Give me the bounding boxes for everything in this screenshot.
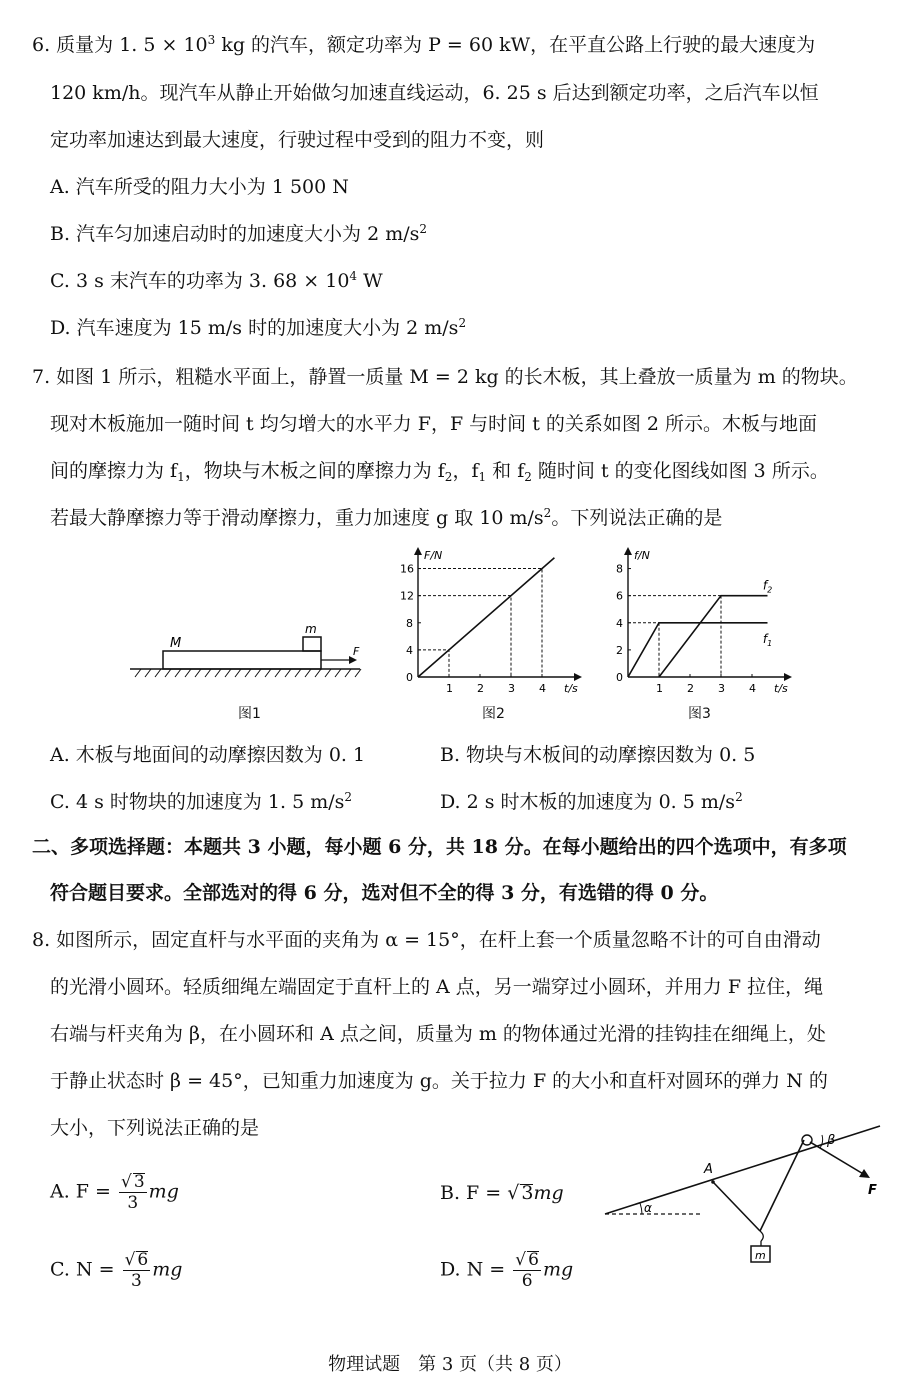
y-tick-label: 8	[406, 616, 413, 630]
series-label-f1: $f_1$	[762, 631, 773, 648]
q8-line1: 8. 如图所示，固定直杆与水平面的夹角为 α = 15°，在杆上套一个质量忽略不计的可自由滑动	[32, 929, 821, 951]
x-tick-label: 3	[718, 682, 725, 695]
series-line	[418, 558, 554, 677]
series-label-f2: $f_2$	[762, 578, 773, 595]
q8-option-b: B. F = √ 3mg	[440, 1182, 564, 1204]
y-axis-arrow	[414, 547, 422, 555]
figure-3-chart	[600, 545, 800, 695]
q6-line1: 6. 质量为 1. $5 \times 10^3$ kg 的汽车，额定功率为 P = 60 kW，在平直公路上行驶的最大速度为	[32, 33, 816, 56]
rope-left	[713, 1182, 760, 1231]
figure-1-caption: 图1	[238, 706, 261, 722]
y-axis-label: f/N	[634, 549, 650, 562]
force-arrowhead	[859, 1169, 870, 1178]
y-tick-label: 2	[616, 643, 623, 657]
section-2-header: 二、多项选择题：本题共 3 小题，每小题 6 分，共 18 分。在每小题给出的四个选项中，有多项	[32, 836, 847, 858]
q8-line4: 于静止状态时 β = 45°，已知重力加速度为 g。关于拉力 F 的大小和直杆对圆环的弹力 N 的	[50, 1070, 828, 1092]
label-A: A	[704, 1162, 713, 1177]
q6-option-c: C. 3 s 末汽车的功率为 3. $68 \times 10^4$ W	[50, 269, 383, 292]
figure-2-caption: 图2	[482, 706, 505, 722]
origin-label: 0	[406, 671, 413, 684]
x-axis-arrow	[574, 673, 582, 681]
label-m: m	[755, 1249, 766, 1262]
x-tick-label: 3	[508, 682, 515, 695]
y-tick-label: 6	[616, 589, 623, 603]
q8-line2: 的光滑小圆环。轻质细绳左端固定于直杆上的 A 点，另一端穿过小圆环，并用力 F 拉住，绳	[50, 976, 824, 998]
x-axis-label: t/s	[774, 682, 788, 695]
label-F: F	[868, 1183, 877, 1198]
q7-option-b: B. 物块与木板间的动摩擦因数为 0. 5	[440, 744, 756, 766]
y-tick-label: 4	[406, 643, 413, 657]
q7-line4: 若最大静摩擦力等于滑动摩擦力，重力加速度 g 取 10 $m/s^2$。下列说法正确的是	[50, 506, 723, 529]
series-line-f2	[659, 596, 768, 677]
q6-line2: 120 km/h。现汽车从静止开始做匀加速直线运动，6. 25 s 后达到额定功率，之后汽车以恒	[50, 82, 819, 104]
x-tick-label: 2	[687, 682, 694, 695]
label-beta: β	[827, 1133, 836, 1148]
y-tick-label: 16	[400, 562, 414, 576]
series-line-f1	[628, 623, 768, 677]
rope-pull	[810, 1142, 865, 1175]
q6-option-b: B. 汽车匀加速启动时的加速度大小为 2 $m/s^2$	[50, 222, 428, 245]
x-axis-arrow	[784, 673, 792, 681]
q6-option-a: A. 汽车所受的阻力大小为 1 500 N	[50, 176, 349, 198]
hook	[760, 1231, 763, 1241]
q6-line3: 定功率加速达到最大速度，行驶过程中受到的阻力不变，则	[50, 129, 545, 151]
x-tick-label: 4	[539, 682, 546, 695]
q8-option-c: C. N = $\frac{√ 6}{3}$ mg	[50, 1250, 183, 1291]
y-axis-arrow	[624, 547, 632, 555]
figure-1-board-diagram	[125, 615, 370, 690]
y-tick-label: 8	[616, 562, 623, 576]
label-F: F	[353, 645, 360, 658]
q7-option-a: A. 木板与地面间的动摩擦因数为 0. 1	[50, 744, 366, 766]
q6-option-d: D. 汽车速度为 15 m/s 时的加速度大小为 2 $m/s^2$	[50, 316, 467, 339]
board	[163, 651, 321, 669]
figure-3-caption: 图3	[688, 706, 711, 722]
label-m: m	[305, 622, 317, 636]
x-tick-label: 2	[477, 682, 484, 695]
q8-line5: 大小，下列说法正确的是	[50, 1117, 260, 1139]
q7-option-d: D. 2 s 时木板的加速度为 0. 5 $m/s^2$	[440, 790, 743, 813]
rope-right	[760, 1140, 804, 1231]
q8-option-a: A. F = $\frac{√ 3}{3}$ mg	[50, 1172, 179, 1213]
y-tick-label: 12	[400, 589, 414, 603]
q7-line1: 7. 如图 1 所示，粗糙水平面上，静置一质量 M = 2 kg 的长木板，其上叠放一质量为 m 的物块。	[32, 366, 858, 388]
block	[303, 637, 321, 651]
x-tick-label: 1	[656, 682, 663, 695]
figure-q8-rod-diagram	[600, 1100, 890, 1280]
q7-line3: 间的摩擦力为 $f_1$，物块与木板之间的摩擦力为 $f_2$，$f_1$ 和 $f_2$ 随时间 t 的变化图线如图 3 所示。	[50, 460, 829, 484]
x-tick-label: 1	[446, 682, 453, 695]
q7-option-c: C. 4 s 时物块的加速度为 1. 5 $m/s^2$	[50, 790, 353, 813]
section-2-instructions: 符合题目要求。全部选对的得 6 分，选对但不全的得 3 分，有选错的得 0 分。	[50, 882, 719, 904]
q8-line3: 右端与杆夹角为 β，在小圆环和 A 点之间，质量为 m 的物体通过光滑的挂钩挂在细绳上，处	[50, 1023, 826, 1045]
alpha-arc	[640, 1203, 642, 1214]
x-tick-label: 4	[749, 682, 756, 695]
beta-arc	[820, 1135, 823, 1148]
label-M: M	[170, 636, 182, 651]
page-footer: 物理试题 第 3 页（共 8 页）	[328, 1354, 572, 1375]
q7-line2: 现对木板施加一随时间 t 均匀增大的水平力 F，F 与时间 t 的关系如图 2 所示。木板与地面	[50, 413, 818, 435]
label-alpha: α	[644, 1201, 652, 1215]
figure-2-chart	[390, 545, 590, 695]
ground-hatch	[135, 669, 361, 677]
origin-label: 0	[616, 671, 623, 684]
q8-option-d: D. N = $\frac{√ 6}{6}$ mg	[440, 1250, 574, 1291]
y-tick-label: 4	[616, 616, 623, 630]
x-axis-label: t/s	[564, 682, 578, 695]
y-axis-label: F/N	[424, 549, 443, 562]
